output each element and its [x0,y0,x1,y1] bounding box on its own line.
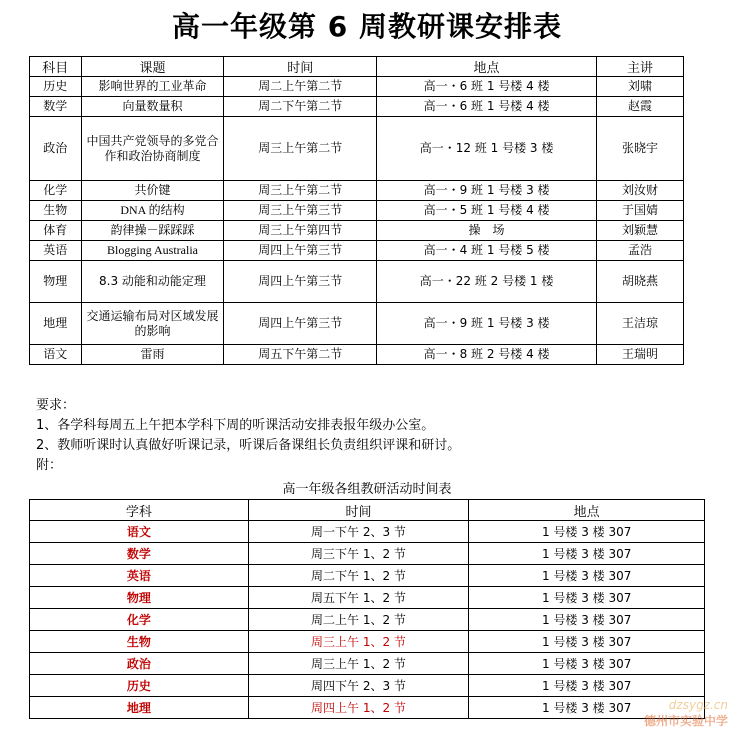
schedule-time-cell: 周四上午第三节 [224,261,377,303]
activity-place-cell: 1 号楼 3 楼 307 [469,631,705,653]
activity-time-cell: 周四上午 1、2 节 [248,697,469,719]
schedule-time-cell: 周四上午第三节 [224,303,377,345]
watermark [644,698,728,729]
teaching-research-schedule-table [29,56,684,365]
appendix-label: 附： [36,458,63,473]
activity-header-subject: 学科 [30,500,249,521]
header-time: 时间 [224,57,377,77]
schedule-speaker-cell: 刘啸 [596,77,683,97]
activity-subject-cell: 地理 [30,697,249,719]
schedule-subject-cell: 语文 [30,345,82,365]
requirements-heading: 要求： [36,398,76,413]
schedule-topic-cell: 交通运输布局对区域发展的影响 [81,303,224,345]
activity-time-cell: 周二下午 1、2 节 [248,565,469,587]
schedule-place-cell: 高一・6 班 1 号楼 4 楼 [377,77,597,97]
schedule-time-cell: 周三上午第三节 [224,201,377,221]
schedule-time-cell: 周三上午第四节 [224,221,377,241]
activity-time-cell: 周三下午 1、2 节 [248,543,469,565]
activity-place-cell: 1 号楼 3 楼 307 [469,609,705,631]
activity-row [30,543,705,565]
schedule-topic-cell: 影响世界的工业革命 [81,77,224,97]
requirement-item-1: 1、各学科每周五上午把本学科下周的听课活动安排表报年级办公室。 [36,418,435,433]
activity-place-cell: 1 号楼 3 楼 307 [469,697,705,719]
schedule-header-row [30,57,684,77]
activity-table-title: 高一年级各组教研活动时间表 [282,482,452,497]
schedule-subject-cell: 政治 [30,117,82,181]
activity-place-cell: 1 号楼 3 楼 307 [469,543,705,565]
schedule-topic-cell: 中国共产党领导的多党合作和政治协商制度 [81,117,224,181]
activity-place-cell: 1 号楼 3 楼 307 [469,565,705,587]
schedule-speaker-cell: 孟浩 [596,241,683,261]
schedule-row [30,77,684,97]
schedule-topic-cell: 向量数量积 [81,97,224,117]
schedule-place-cell: 操 场 [377,221,597,241]
activity-subject-cell: 化学 [30,609,249,631]
activity-subject-cell: 历史 [30,675,249,697]
activity-row [30,521,705,543]
activity-row [30,587,705,609]
schedule-row [30,241,684,261]
schedule-place-cell: 高一・9 班 1 号楼 3 楼 [377,303,597,345]
header-topic: 课题 [81,57,224,77]
schedule-subject-cell: 数学 [30,97,82,117]
activity-header-place: 地点 [469,500,705,521]
schedule-row [30,261,684,303]
page-title: 高一年级第 6 周教研课安排表 [172,10,562,43]
schedule-speaker-cell: 刘颖慧 [596,221,683,241]
schedule-topic-cell: Blogging Australia [81,241,224,261]
schedule-subject-cell: 生物 [30,201,82,221]
schedule-time-cell: 周五下午第二节 [224,345,377,365]
schedule-speaker-cell: 赵霞 [596,97,683,117]
activity-place-cell: 1 号楼 3 楼 307 [469,587,705,609]
watermark-site: dzsygz.cn [668,698,728,712]
schedule-row [30,201,684,221]
schedule-time-cell: 周三上午第二节 [224,181,377,201]
schedule-topic-cell: 8.3 动能和动能定理 [81,261,224,303]
schedule-place-cell: 高一・5 班 1 号楼 4 楼 [377,201,597,221]
activity-subject-cell: 生物 [30,631,249,653]
schedule-speaker-cell: 于国婧 [596,201,683,221]
schedule-speaker-cell: 张晓宇 [596,117,683,181]
activity-header-row [30,500,705,521]
header-place: 地点 [377,57,597,77]
activity-subject-cell: 语文 [30,521,249,543]
schedule-subject-cell: 英语 [30,241,82,261]
header-speaker: 主讲 [596,57,683,77]
schedule-row [30,345,684,365]
activity-place-cell: 1 号楼 3 楼 307 [469,521,705,543]
activity-time-cell: 周五下午 1、2 节 [248,587,469,609]
schedule-topic-cell: 共价键 [81,181,224,201]
activity-row [30,697,705,719]
activity-place-cell: 1 号楼 3 楼 307 [469,675,705,697]
activity-subject-cell: 英语 [30,565,249,587]
requirements-section [36,396,726,476]
schedule-topic-cell: 韵律操－踩踩踩 [81,221,224,241]
schedule-row [30,117,684,181]
activity-time-cell: 周三上午 1、2 节 [248,631,469,653]
schedule-row [30,303,684,345]
requirement-item-2: 2、教师听课时认真做好听课记录，听课后备课组长负责组织评课和研讨。 [36,438,461,453]
activity-time-cell: 周一下午 2、3 节 [248,521,469,543]
schedule-speaker-cell: 王洁琼 [596,303,683,345]
activity-row [30,565,705,587]
activity-row [30,675,705,697]
schedule-subject-cell: 体育 [30,221,82,241]
schedule-subject-cell: 地理 [30,303,82,345]
schedule-time-cell: 周四上午第三节 [224,241,377,261]
schedule-subject-cell: 物理 [30,261,82,303]
schedule-speaker-cell: 王瑞明 [596,345,683,365]
activity-row [30,631,705,653]
activity-subject-cell: 数学 [30,543,249,565]
watermark-school: 德州市实验中学 [643,714,728,728]
activity-row [30,609,705,631]
schedule-speaker-cell: 胡晓燕 [596,261,683,303]
group-activity-table [29,499,705,719]
schedule-subject-cell: 化学 [30,181,82,201]
schedule-speaker-cell: 刘汝财 [596,181,683,201]
activity-time-cell: 周二上午 1、2 节 [248,609,469,631]
schedule-time-cell: 周二下午第二节 [224,97,377,117]
schedule-place-cell: 高一・22 班 2 号楼 1 楼 [377,261,597,303]
activity-place-cell: 1 号楼 3 楼 307 [469,653,705,675]
schedule-place-cell: 高一・4 班 1 号楼 5 楼 [377,241,597,261]
schedule-topic-cell: 雷雨 [81,345,224,365]
schedule-topic-cell: DNA 的结构 [81,201,224,221]
schedule-place-cell: 高一・6 班 1 号楼 4 楼 [377,97,597,117]
activity-subject-cell: 物理 [30,587,249,609]
schedule-time-cell: 周二上午第二节 [224,77,377,97]
schedule-row [30,181,684,201]
activity-time-cell: 周三上午 1、2 节 [248,653,469,675]
activity-row [30,653,705,675]
schedule-place-cell: 高一・9 班 1 号楼 3 楼 [377,181,597,201]
header-subject: 科目 [30,57,82,77]
schedule-time-cell: 周三上午第二节 [224,117,377,181]
activity-subject-cell: 政治 [30,653,249,675]
schedule-place-cell: 高一・8 班 2 号楼 4 楼 [377,345,597,365]
schedule-row [30,97,684,117]
activity-time-cell: 周四下午 2、3 节 [248,675,469,697]
activity-header-time: 时间 [248,500,469,521]
schedule-subject-cell: 历史 [30,77,82,97]
schedule-row [30,221,684,241]
schedule-place-cell: 高一・12 班 1 号楼 3 楼 [377,117,597,181]
